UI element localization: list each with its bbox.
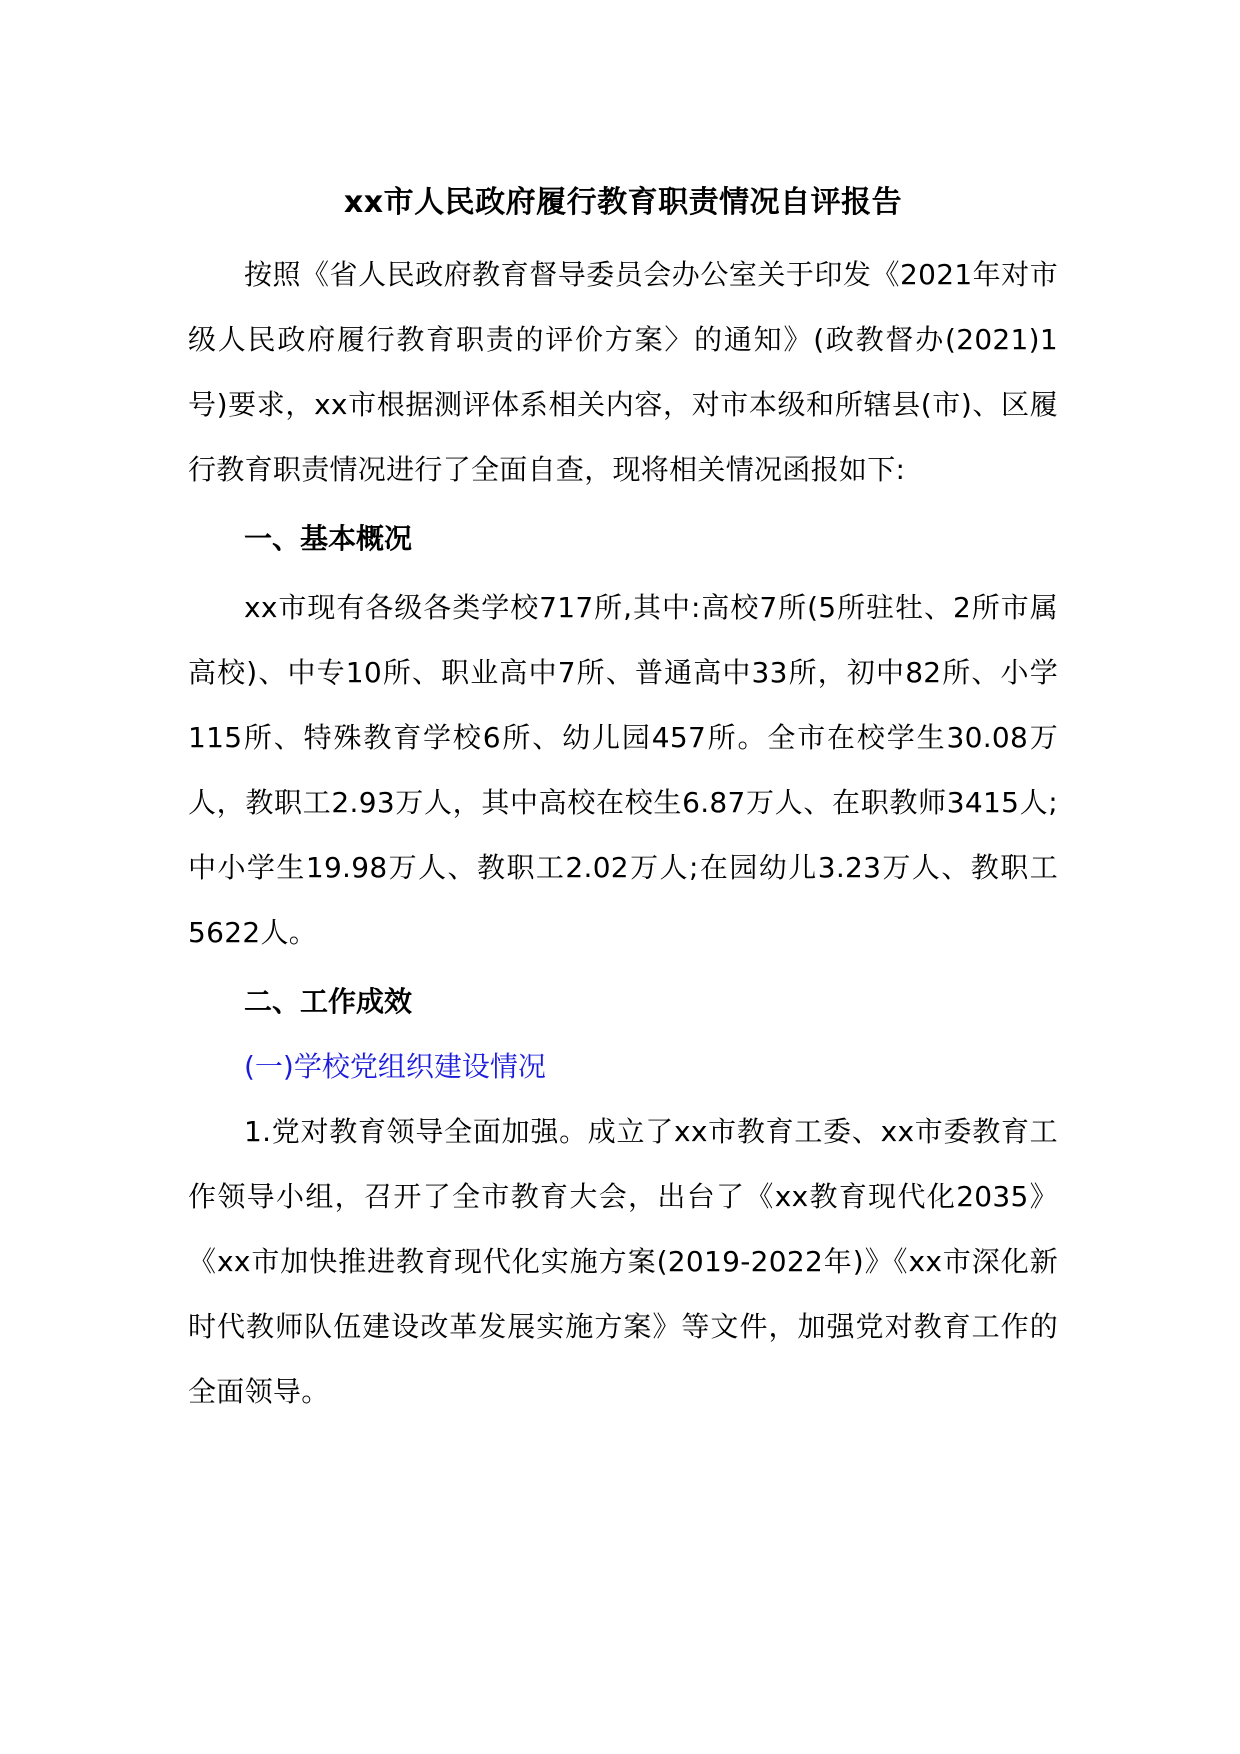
document-title: xx市人民政府履行教育职责情况自评报告: [343, 185, 903, 220]
section-2-item-1: 1.党对教育领导全面加强。成立了xx市教育工委、xx市委教育工作领导小组，召开了全市教育大会，出台了《xx教育现代化2035》《xx市加快推进教育现代化实施方案(2019-2022年)》《xx市深化新时代教师队伍建设改革发展实施方案》等文件，加强党对教育工作的全面领导。: [188, 1115, 1058, 1408]
intro-paragraph: 按照《省人民政府教育督导委员会办公室关于印发《2021年对市级人民政府履行教育职责的评价方案〉的通知》(政教督办(2021)1号)要求，xx市根据测评体系相关内容，对市本级和所辖县(市)、区履行教育职责情况进行了全面自查，现将相关情况函报如下:: [188, 258, 1058, 486]
section-2-subheading: (一)学校党组织建设情况: [244, 1050, 546, 1083]
section-1-heading: 一、基本概况: [244, 522, 413, 555]
document-page: [188, 178, 1058, 1424]
section-2-heading: 二、工作成效: [244, 985, 413, 1018]
section-1-body: xx市现有各级各类学校717所,其中:高校7所(5所驻牡、2所市属高校)、中专10所、职业高中7所、普通高中33所，初中82所、小学115所、特殊教育学校6所、幼儿园457所。全市在校学生30.08万人，教职工2.93万人，其中高校在校生6.87万人、在职教师3415人;中小学生19.98万人、教职工2.02万人;在园幼儿3.23万人、教职工5622人。: [188, 591, 1058, 949]
